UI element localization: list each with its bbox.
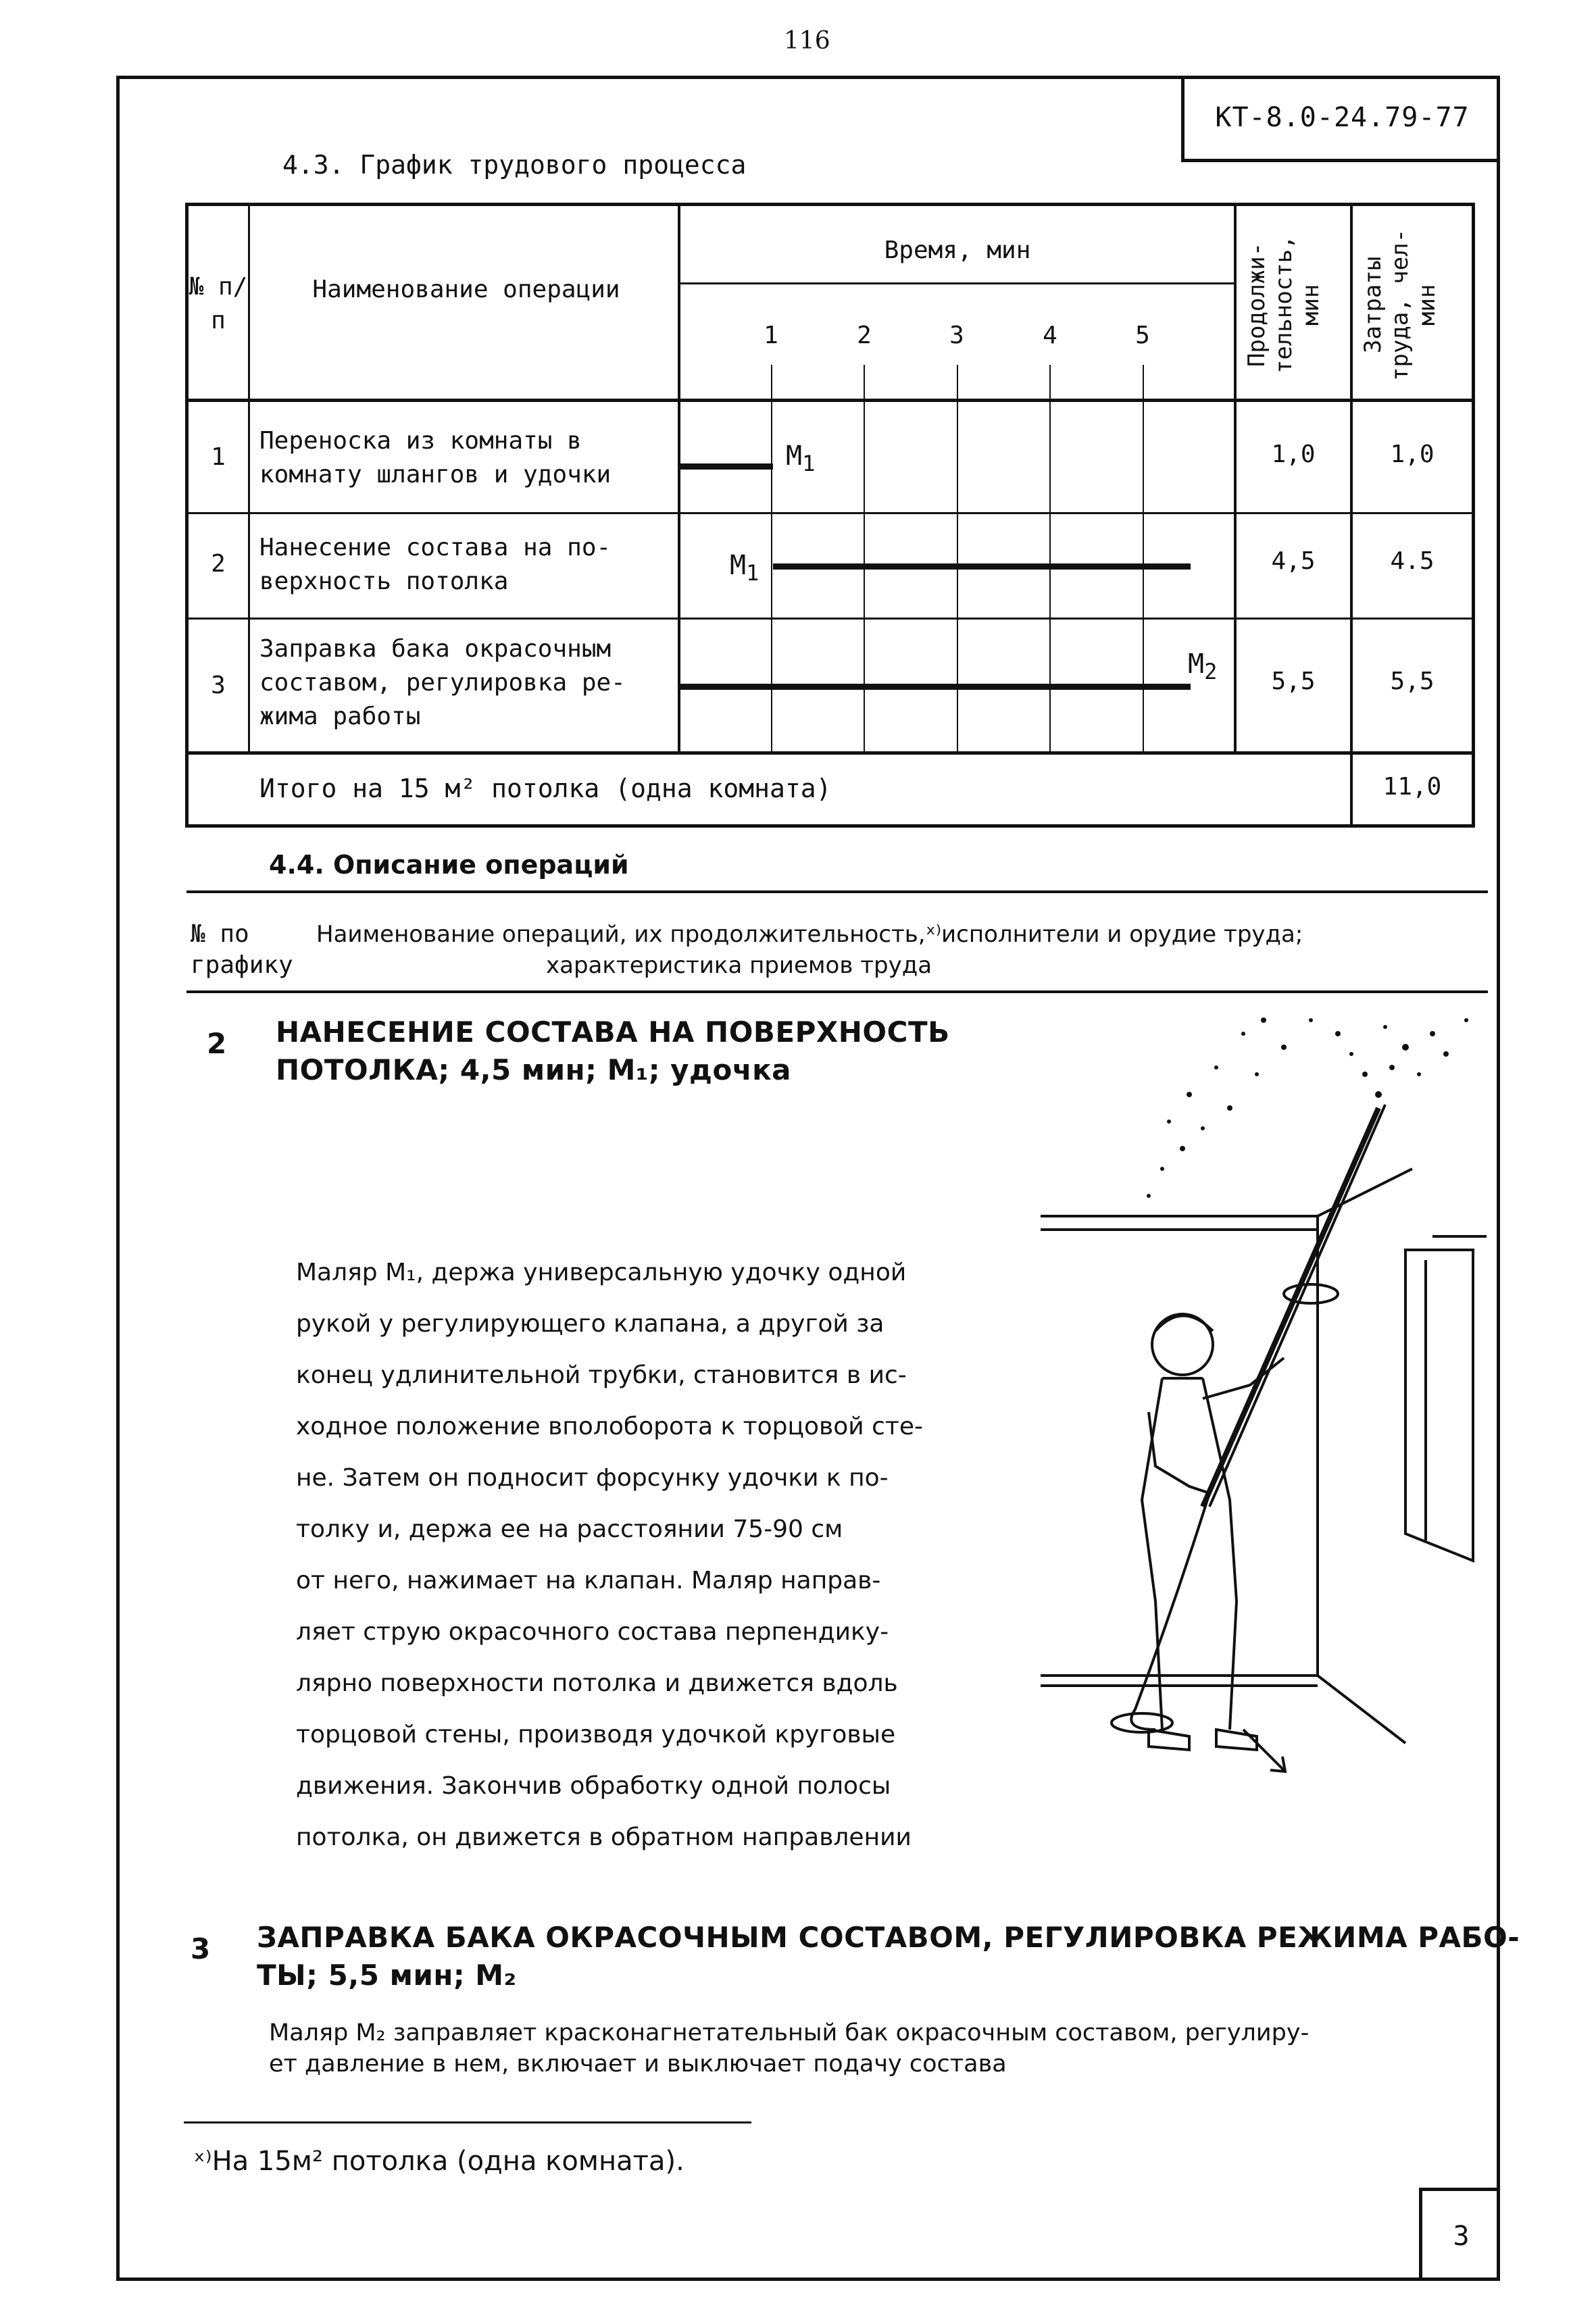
op-2-title: НАНЕСЕНИЕ СОСТАВА НА ПОВЕРХНОСТЬ ПОТОЛКА; 4,5 мин; М₁; удочка [276,1015,950,1086]
total-label: Итого на 15 м² потолка (одна комната) [259,774,832,803]
row-2-name: Нанесение состава на по- верхность потолка [259,534,612,595]
row-1-gantt-bar [680,463,773,470]
total-value: 11,0 [1382,773,1442,801]
header-name: Наименование операции [312,276,620,303]
header-duration: Продолжи- тельность, мин [1243,235,1324,374]
ops-header-desc: Наименование операций, их продолжительность,ˣ⁾исполнители и орудие труда; характеристика приемов труда [316,921,1303,979]
time-tick-4: 4 [1043,322,1057,349]
row-2-duration: 4,5 [1271,547,1316,575]
ops-header-num: № по графику [191,920,293,979]
page-number: 116 [784,27,830,55]
time-tick-3: 3 [949,322,964,349]
op-2-num: 2 [207,1027,227,1060]
section-4-4-title: 4.4. Описание операций [269,850,629,880]
row-3-name: Заправка бака окрасочным составом, регулировка ре- жима работы [259,635,626,730]
row-1-worker: $М_1$ [786,441,816,476]
row-1-duration: 1,0 [1271,441,1316,468]
row-3-gantt-bar [680,684,1191,690]
row-1-num: 1 [211,443,226,471]
header-labor: Затраты труда, чел-мин [1360,228,1441,381]
op-3-description: Маляр М₂ заправляет красконагнетательный бак окрасочным составом, регулиру- ет давление в нем, включает и выключает подачу состава [269,2019,1310,2078]
time-tick-5: 5 [1135,322,1150,349]
sheet-number: 3 [1419,2188,1500,2281]
row-1-name: Переноска из комнаты в комнату шлангов и удочки [259,427,612,488]
row-1-labor: 1,0 [1390,441,1435,468]
row-2-num: 2 [211,550,226,578]
row-2-gantt-bar [773,563,1191,570]
op-3-title: ЗАПРАВКА БАКА ОКРАСОЧНЫМ СОСТАВОМ, РЕГУЛИРОВКА РЕЖИМА РАБО- ТЫ; 5,5 мин; М₂ [257,1921,1520,1992]
row-3-worker: $М_2$ [1188,649,1218,684]
op-3-num: 3 [191,1932,211,1965]
row-3-num: 3 [211,672,226,699]
row-2-worker: $М_1$ [730,550,759,586]
row-3-duration: 5,5 [1271,668,1316,695]
document-code: КТ-8.0-24.79-77 [1181,76,1500,162]
footnote: ˣ⁾На 15м² потолка (одна комната). [193,2146,684,2177]
row-2-labor: 4.5 [1390,547,1435,575]
painter-illustration [1027,993,1500,1790]
time-tick-1: 1 [764,322,778,349]
op-2-description: Маляр М₁, держа универсальную удочку одной рукой у регулирующего клапана, а другой за конец удлинительной трубки, становится в ис- ходное положение вполоборота к торцовой сте- не. Затем он подносит форсунку удочки к по- толку и, держа ее на расстоянии 75-90 см от него, нажимает на клапан. Маляр направ- ляет струю окрасочного состава перпендику- лярно поверхности потолка и движется вдоль торцовой стены, производя удочкой круговые движения. Закончив обработку одной полосы потолка, он движется в обратном направлении [296,1259,924,1851]
row-3-labor: 5,5 [1390,668,1435,695]
header-time: Время, мин [884,236,1031,264]
section-4-3-title: 4.3. График трудового процесса [282,150,747,180]
time-tick-2: 2 [857,322,872,349]
header-num: № п/п [189,273,248,334]
